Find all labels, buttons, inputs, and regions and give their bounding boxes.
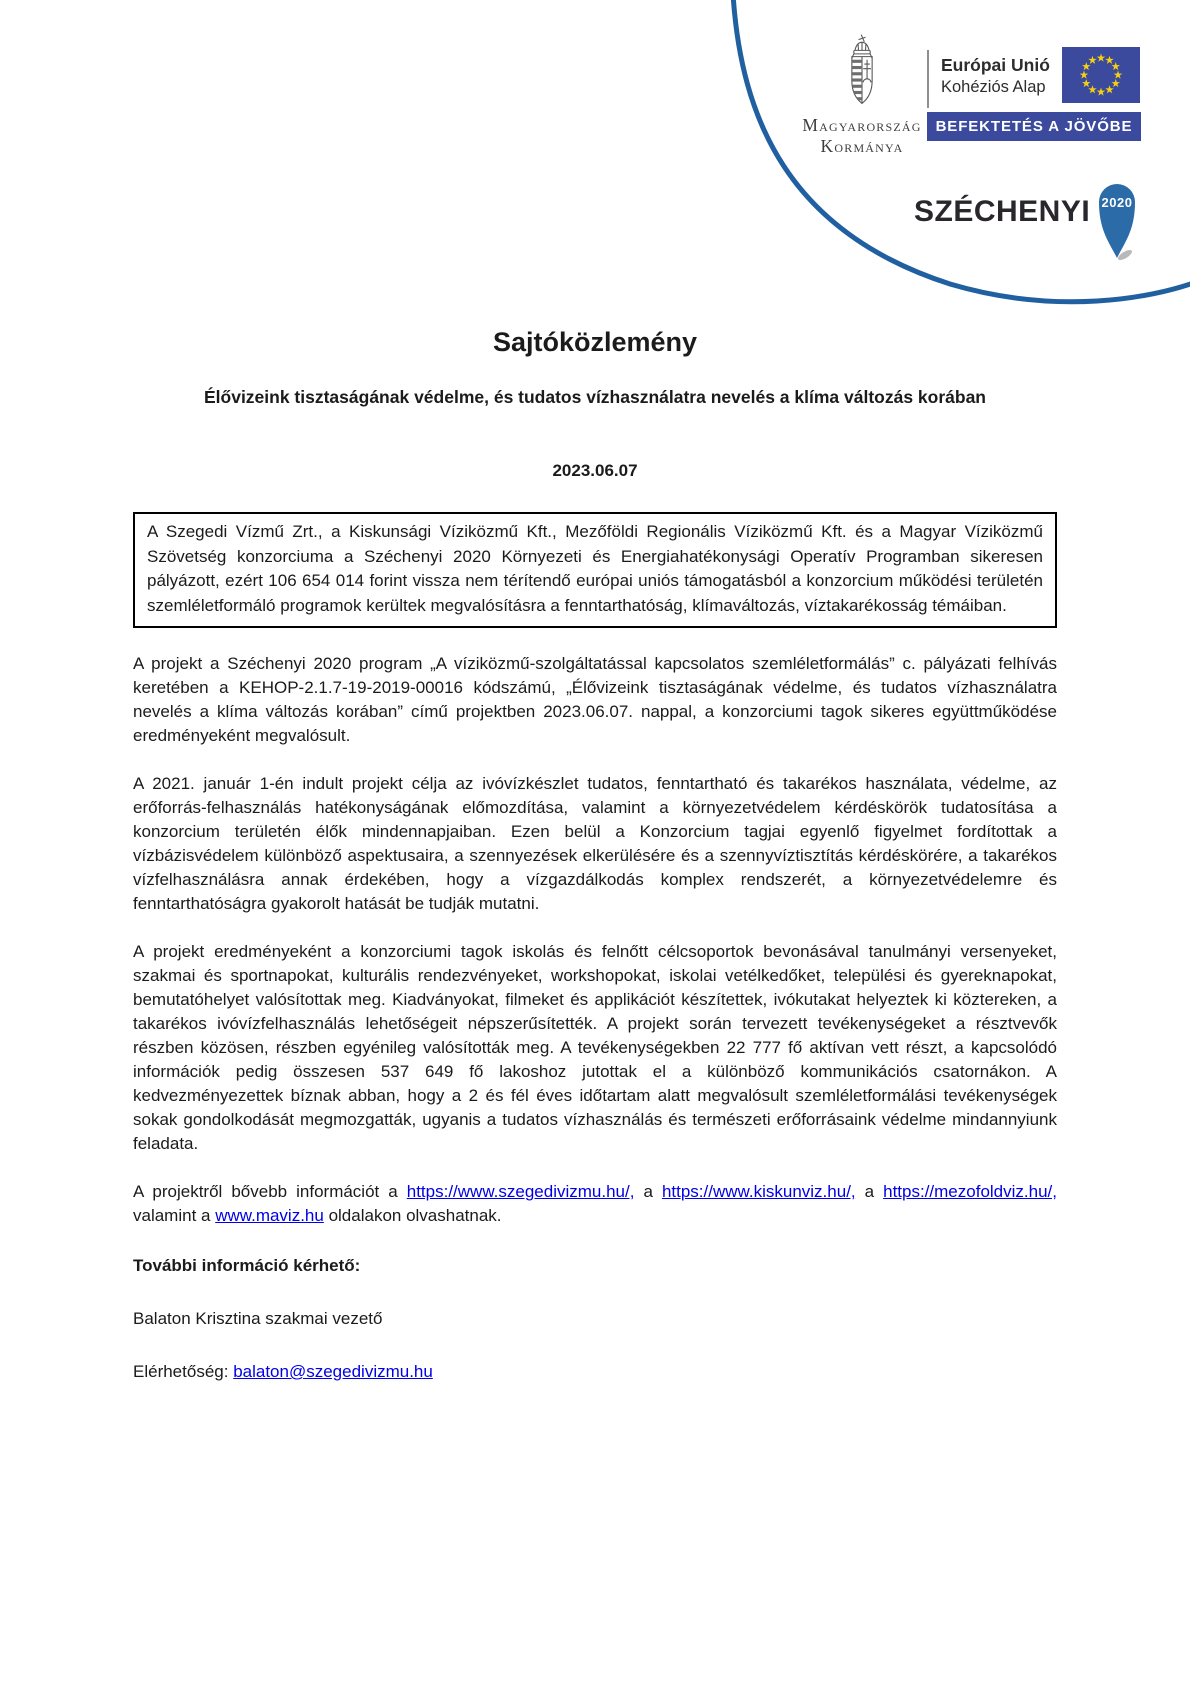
szechenyi-2020-logo [914, 182, 1137, 264]
contact-line [133, 1360, 1057, 1384]
eu-flag-icon [1062, 47, 1140, 103]
contact-label: Elérhetőség: [133, 1362, 234, 1381]
decorative-arc [0, 0, 1190, 312]
text-segment: a [855, 1182, 884, 1201]
investment-banner: BEFEKTETÉS A JÖVŐBE [927, 112, 1141, 141]
government-name-line1: Magyarország [802, 115, 922, 135]
government-name-line2: Kormánya [820, 135, 904, 156]
szechenyi-pin-icon [1097, 182, 1137, 264]
eu-title: Európai Unió [941, 55, 1050, 75]
contact-name: Balaton Krisztina szakmai vezető [133, 1309, 383, 1328]
szechenyi-wordmark: SZÉCHENYI [914, 195, 1091, 228]
paragraph-1: A projekt a Széchenyi 2020 program „A víziközmű-szolgáltatással kapcsolatos szemléletformálás” c. pályázati felhívás keretében a KEHOP-2.1.7-19-2019-00016 kódszámú, „Élővizeink tisztaságának védelme, és tudatos vízhasználatra nevelés a klíma változás korában” című projektben 2023.06.07. nappal, a konzorciumi tagok sikeres együttműködése eredményeként megvalósult. [133, 654, 1057, 745]
page-title: Sajtóközlemény [492, 327, 698, 357]
document-subtitle: Élővizeink tisztaságának védelme, és tudatos vízhasználatra nevelés a klíma változás korában [203, 387, 986, 407]
text-segment: oldalakon olvashatnak. [323, 1206, 502, 1225]
hyperlink[interactable]: https://www.szegedivizmu.hu/, [406, 1182, 635, 1201]
links-paragraph [133, 1180, 1057, 1228]
document-body [133, 326, 1057, 1384]
divider [927, 50, 929, 108]
hyperlink[interactable]: https://www.kiskunviz.hu/, [661, 1182, 856, 1201]
contact-email-link[interactable]: balaton@szegedivizmu.hu [233, 1362, 433, 1381]
more-info-heading: További információ kérhető: [133, 1256, 361, 1275]
government-name [782, 115, 942, 156]
text-segment: A projektről bővebb információt a [133, 1182, 407, 1201]
text-segment: valamint a [133, 1206, 216, 1225]
paragraph-2: A 2021. január 1-én indult projekt célja az ivóvízkészlet tudatos, fenntartható és takarékos használata, védelme, az erőforrás-felhasználás hatékonyságának előmozdítása, valamint a környezetvédelem kérdéskörök tudatosítása a konzorcium területén élők mindennapjaiban. Ezen belül a Konzorcium tagjai egyenlő figyelmet fordítottak a vízbázisvédelem különböző aspektusaira, a szennyezések elkerülésére és a szennyvíztisztítás kérdéskörére, a takarékos vízfelhasználásra annak érdekében, hogy a vízgazdálkodás komplex rendszerét, a környezetvédelemre és fenntarthatóságra gyakorolt hatását be tudják mutatni. [133, 774, 1057, 913]
paragraph-3: A projekt eredményeként a konzorciumi tagok iskolás és felnőtt célcsoportok bevonásával tanulmányi versenyeket, szakmai és sportnapokat, kulturális rendezvényeket, workshopokat, iskolai vetélkedőket, települési és gyereknapokat, bemutatóhelyet valósítottak meg. Kiadványokat, filmeket és applikációt készítettek, ivókutakat helyeztek ki köztereken, a takarékos ivóvízfelhasználás lehetőségeit népszerűsítették. A projekt során tervezett tevékenységeket a résztvevők részben közösen, részben egyénileg valósították meg. A tevékenységekben 22 777 fő aktívan vett részt, a kapcsolódó információk pedig összesen 537 649 fő lakoshoz jutottak el a különböző kommunikációs csatornákon. A kedvezményezettek bíznak abban, hogy a 2 és fél éves időtartam alatt megvalósult szemléletformálási tevékenységek sokak gondolkodását megmozgatták, ugyanis a tudatos vízhasználás és természeti erőforrásaink védelme mindannyiunk feladata. [133, 942, 1057, 1153]
document-date: 2023.06.07 [552, 461, 638, 480]
hungary-coat-of-arms-icon [838, 34, 886, 112]
eu-subtitle: Kohéziós Alap [941, 77, 1046, 96]
text-segment: a [634, 1182, 662, 1201]
government-logo [782, 34, 942, 156]
hyperlink[interactable]: https://mezofoldviz.hu/, [883, 1182, 1057, 1201]
pin-year-label: 2020 [1101, 195, 1133, 210]
eu-fund-label [941, 55, 1050, 98]
logo-header [0, 0, 1190, 312]
hyperlink[interactable]: www.maviz.hu [215, 1206, 324, 1225]
lead-summary-box: A Szegedi Vízmű Zrt., a Kiskunsági Víziközmű Kft., Mezőföldi Regionális Víziközmű Kft. és a Magyar Víziközmű Szövetség konzorciuma a Széchenyi 2020 Környezeti és Energiahatékonysági Operatív Programban sikeresen pályázott, ezért 106 654 014 forint vissza nem térítendő európai uniós támogatásból a konzorcium működési területén szemléletformáló programok kerültek megvalósításra a fenntarthatóság, klímaváltozás, víztakarékosság témáiban. [133, 512, 1057, 628]
